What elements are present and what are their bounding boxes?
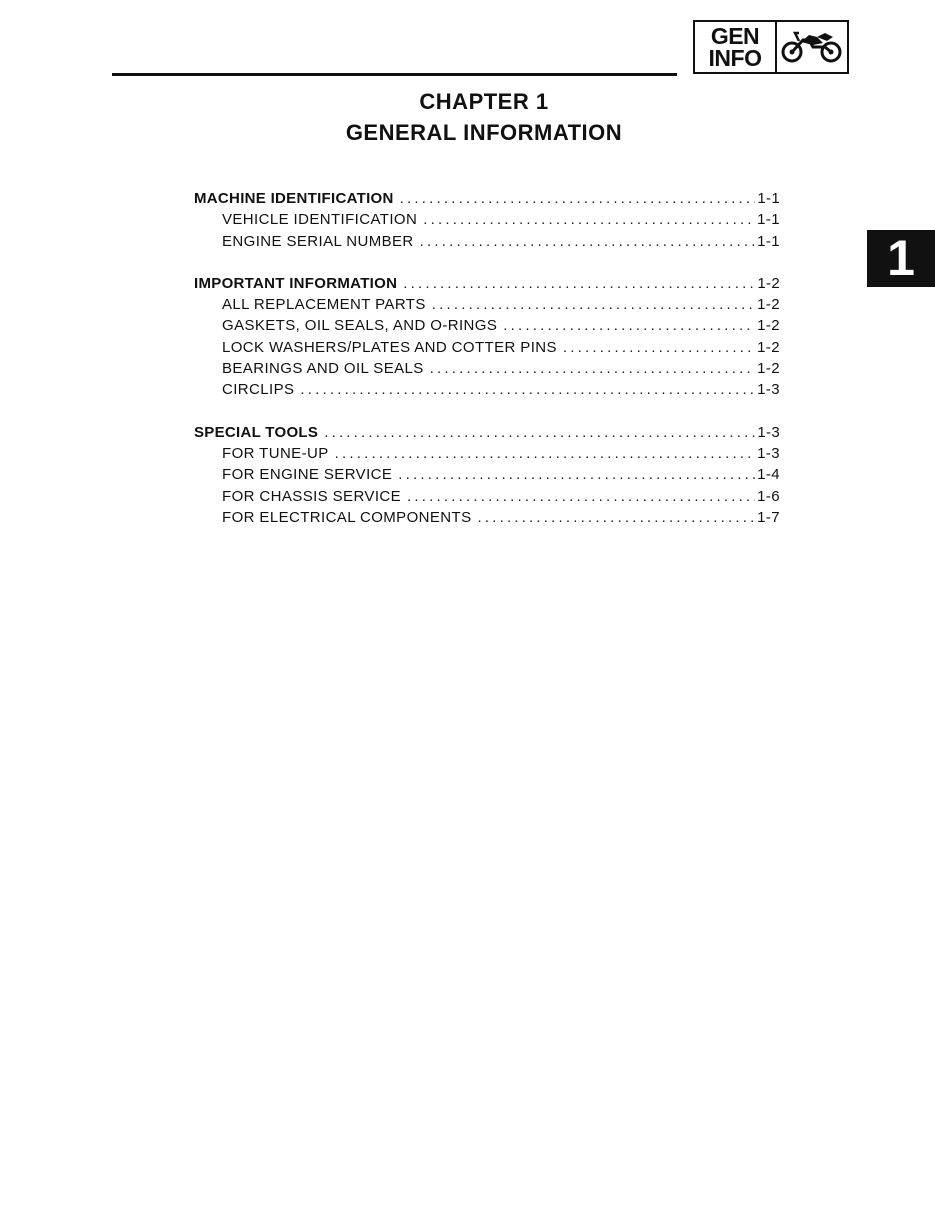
- toc-section-special-tools: [194, 424, 780, 530]
- leader-dots: [563, 339, 755, 356]
- toc-label: VEHICLE IDENTIFICATION: [222, 211, 418, 229]
- leader-dots: [403, 275, 755, 292]
- toc-section-machine-identification: [194, 190, 780, 254]
- toc-page-number: 1-3: [757, 423, 780, 441]
- toc-entry[interactable]: [194, 211, 780, 232]
- leader-dots: [503, 317, 755, 334]
- toc-label: FOR CHASSIS SERVICE: [222, 487, 402, 505]
- toc-page-number: 1-1: [757, 232, 780, 250]
- leader-dots: [300, 381, 755, 398]
- table-of-contents: [194, 190, 780, 551]
- toc-label: FOR ENGINE SERVICE: [222, 466, 393, 484]
- toc-label: SPECIAL TOOLS: [194, 423, 319, 441]
- chapter-number: CHAPTER 1: [419, 89, 549, 114]
- toc-page-number: 1-2: [757, 360, 780, 378]
- toc-label: ENGINE SERIAL NUMBER: [222, 232, 414, 250]
- motorcycle-icon: [777, 22, 847, 72]
- toc-entry[interactable]: [194, 445, 780, 466]
- leader-dots: [423, 211, 755, 228]
- leader-dots: [335, 445, 755, 462]
- toc-label: FOR ELECTRICAL COMPONENTS: [222, 508, 472, 526]
- leader-dots: [430, 360, 755, 377]
- toc-label: IMPORTANT INFORMATION: [194, 274, 398, 292]
- toc-page-number: 1-1: [757, 190, 780, 207]
- leader-dots: [324, 424, 755, 441]
- toc-page-number: 1-7: [757, 508, 780, 526]
- toc-heading[interactable]: [194, 275, 780, 296]
- toc-entry[interactable]: [194, 466, 780, 487]
- toc-page-number: 1-2: [757, 317, 780, 335]
- toc-label: MACHINE IDENTIFICATION: [194, 190, 394, 207]
- toc-page-number: 1-2: [757, 338, 780, 356]
- leader-dots: [420, 233, 755, 250]
- toc-label: ALL REPLACEMENT PARTS: [222, 296, 426, 314]
- toc-page-number: 1-3: [757, 381, 780, 399]
- badge-line-2: INFO: [708, 45, 762, 71]
- leader-dots: [400, 190, 756, 207]
- leader-dots: [477, 509, 755, 526]
- toc-page-number: 1-4: [757, 466, 780, 484]
- toc-label: CIRCLIPS: [222, 381, 295, 399]
- chapter-tab-marker: 1: [867, 230, 935, 287]
- toc-entry[interactable]: [194, 339, 780, 360]
- toc-page-number: 1-3: [757, 444, 780, 462]
- toc-label: LOCK WASHERS/PLATES AND COTTER PINS: [222, 338, 557, 356]
- toc-entry[interactable]: [194, 381, 780, 402]
- badge-text: [695, 22, 777, 72]
- leader-dots: [432, 296, 755, 313]
- toc-page-number: 1-2: [757, 296, 780, 314]
- chapter-title: GENERAL INFORMATION: [345, 120, 623, 145]
- leader-dots: [407, 488, 755, 505]
- toc-label: BEARINGS AND OIL SEALS: [222, 360, 424, 378]
- toc-entry[interactable]: [194, 233, 780, 254]
- toc-heading[interactable]: [194, 190, 780, 211]
- toc-entry[interactable]: [194, 296, 780, 317]
- toc-entry[interactable]: [194, 509, 780, 530]
- badge-line-1: GEN: [710, 23, 760, 49]
- header-rule: [112, 73, 677, 76]
- toc-label: FOR TUNE-UP: [222, 444, 329, 462]
- toc-entry[interactable]: [194, 360, 780, 381]
- leader-dots: [398, 466, 755, 483]
- section-badge: [693, 20, 849, 74]
- toc-page-number: 1-2: [757, 274, 780, 292]
- toc-entry[interactable]: [194, 488, 780, 509]
- toc-section-important-information: [194, 275, 780, 403]
- toc-heading[interactable]: [194, 424, 780, 445]
- toc-page-number: 1-1: [757, 211, 780, 229]
- toc-label: GASKETS, OIL SEALS, AND O-RINGS: [222, 317, 498, 335]
- toc-page-number: 1-6: [757, 487, 780, 505]
- toc-entry[interactable]: [194, 317, 780, 338]
